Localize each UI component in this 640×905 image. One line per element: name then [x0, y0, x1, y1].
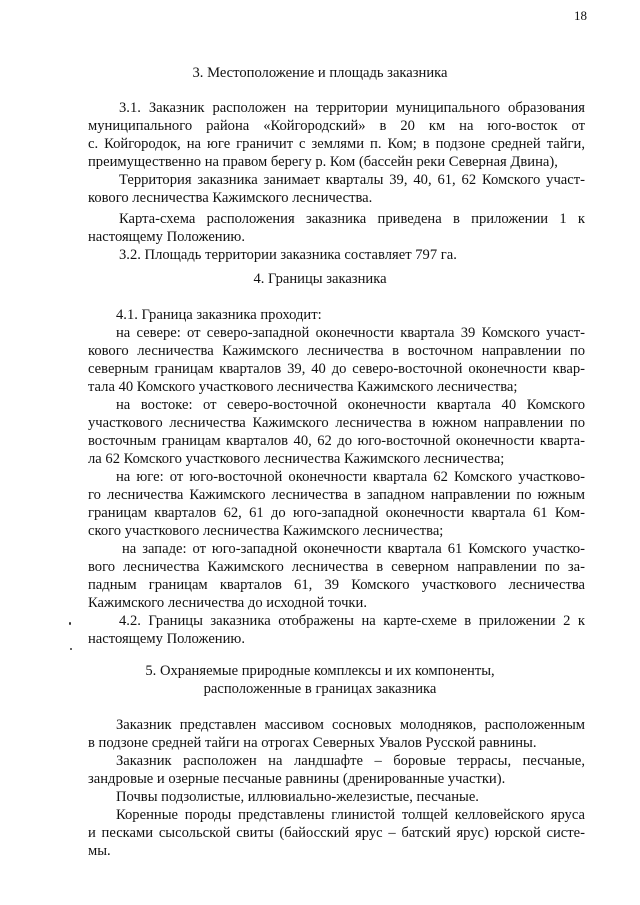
text-line: на востоке: от северо-восточной оконечности квартала 40 Комского — [116, 397, 585, 413]
scan-speck — [69, 622, 71, 625]
text-line: 4.2. Границы заказника отображены на карте-схеме в приложении 2 к — [119, 613, 585, 629]
text-line: Территория заказника занимает кварталы 39, 40, 61, 62 Комского участ- — [119, 172, 585, 188]
text-line: ского участкового лесничества Кажимского лесничества; — [88, 523, 444, 539]
text-line: муниципального района «Койгородский» в 20 км на юго-восток от — [88, 118, 585, 134]
page-number: 18 — [574, 8, 587, 23]
text-line: Заказник расположен на ландшафте – боровые террасы, песчаные, — [116, 753, 585, 769]
text-line: кового лесничества Кажимского лесничества в восточном направлении по — [88, 343, 585, 359]
text-line: восточным границам кварталов 40, 62 до юго-восточной оконечности кварта- — [88, 433, 585, 449]
text-line: Коренные породы представлены глинистой толщей келловейского яруса — [116, 807, 585, 823]
text-line: 4.1. Граница заказника проходит: — [116, 307, 322, 323]
text-line: 3.1. Заказник расположен на территории муниципального образования — [119, 100, 585, 116]
text-line: Почвы подзолистые, иллювиально-железистые, песчаные. — [116, 789, 479, 805]
text-line: мы. — [88, 843, 111, 859]
text-line: северным границам кварталов 39, 40 до северо-восточной оконечности квар- — [88, 361, 585, 377]
section-3-heading: 3. Местоположение и площадь заказника — [192, 65, 448, 81]
text-line: на юге: от юго-восточной оконечности квартала 62 Комского участково- — [116, 469, 585, 485]
text-line: тала 40 Комского участкового лесничества Кажимского лесничества; — [88, 379, 518, 395]
text-line: границам кварталов 62, 61 до юго-западной оконечности квартала 61 Ком- — [88, 505, 585, 521]
text-line: с. Койгородок, на юге граничит с землями п. Ком; в подзоне средней тайги, — [88, 136, 585, 152]
text-line: на севере: от северо-западной оконечности квартала 39 Комского участ- — [116, 325, 585, 341]
text-line: на западе: от юго-западной оконечности квартала 61 Комского участко- — [122, 541, 585, 557]
text-line: в подзоне средней тайги на отрогах Северных Увалов Русской равнины. — [88, 735, 537, 751]
text-line: и песками сысольской свиты (байосский ярус – батский ярус) юрской систе- — [88, 825, 585, 841]
text-line: настоящему Положению. — [88, 229, 245, 245]
text-line: ла 62 Комского участкового лесничества Кажимского лесничества; — [88, 451, 505, 467]
text-line: вого лесничества Кажимского лесничества в северном направлении по за- — [88, 559, 585, 575]
text-line: 3.2. Площадь территории заказника составляет 797 га. — [119, 247, 457, 263]
text-line: кового лесничества Кажимского лесничества. — [88, 190, 373, 206]
text-line: участкового лесничества Кажимского лесничества в южном направлении по — [88, 415, 585, 431]
text-line: Заказник представлен массивом сосновых молодняков, расположенным — [116, 717, 585, 733]
text-line: Карта-схема расположения заказника приведена в приложении 1 к — [119, 211, 585, 227]
text-line: преимущественно на правом берегу р. Ком (бассейн реки Северная Двина), — [88, 154, 558, 170]
text-line: зандровые и озерные песчаные равнины (дренированные участки). — [88, 771, 506, 787]
section-4-heading: 4. Границы заказника — [253, 271, 387, 287]
text-line: настоящему Положению. — [88, 631, 245, 647]
section-5-heading: расположенные в границах заказника — [203, 681, 437, 697]
text-line: го лесничества Кажимского лесничества в западном направлении по южным — [88, 487, 585, 503]
text-line: Кажимского лесничества до исходной точки. — [88, 595, 367, 611]
section-5-heading: 5. Охраняемые природные комплексы и их компоненты, — [145, 663, 495, 679]
scan-speck — [70, 648, 72, 650]
text-line: падным границам кварталов 61, 39 Комского участкового лесничества — [88, 577, 585, 593]
